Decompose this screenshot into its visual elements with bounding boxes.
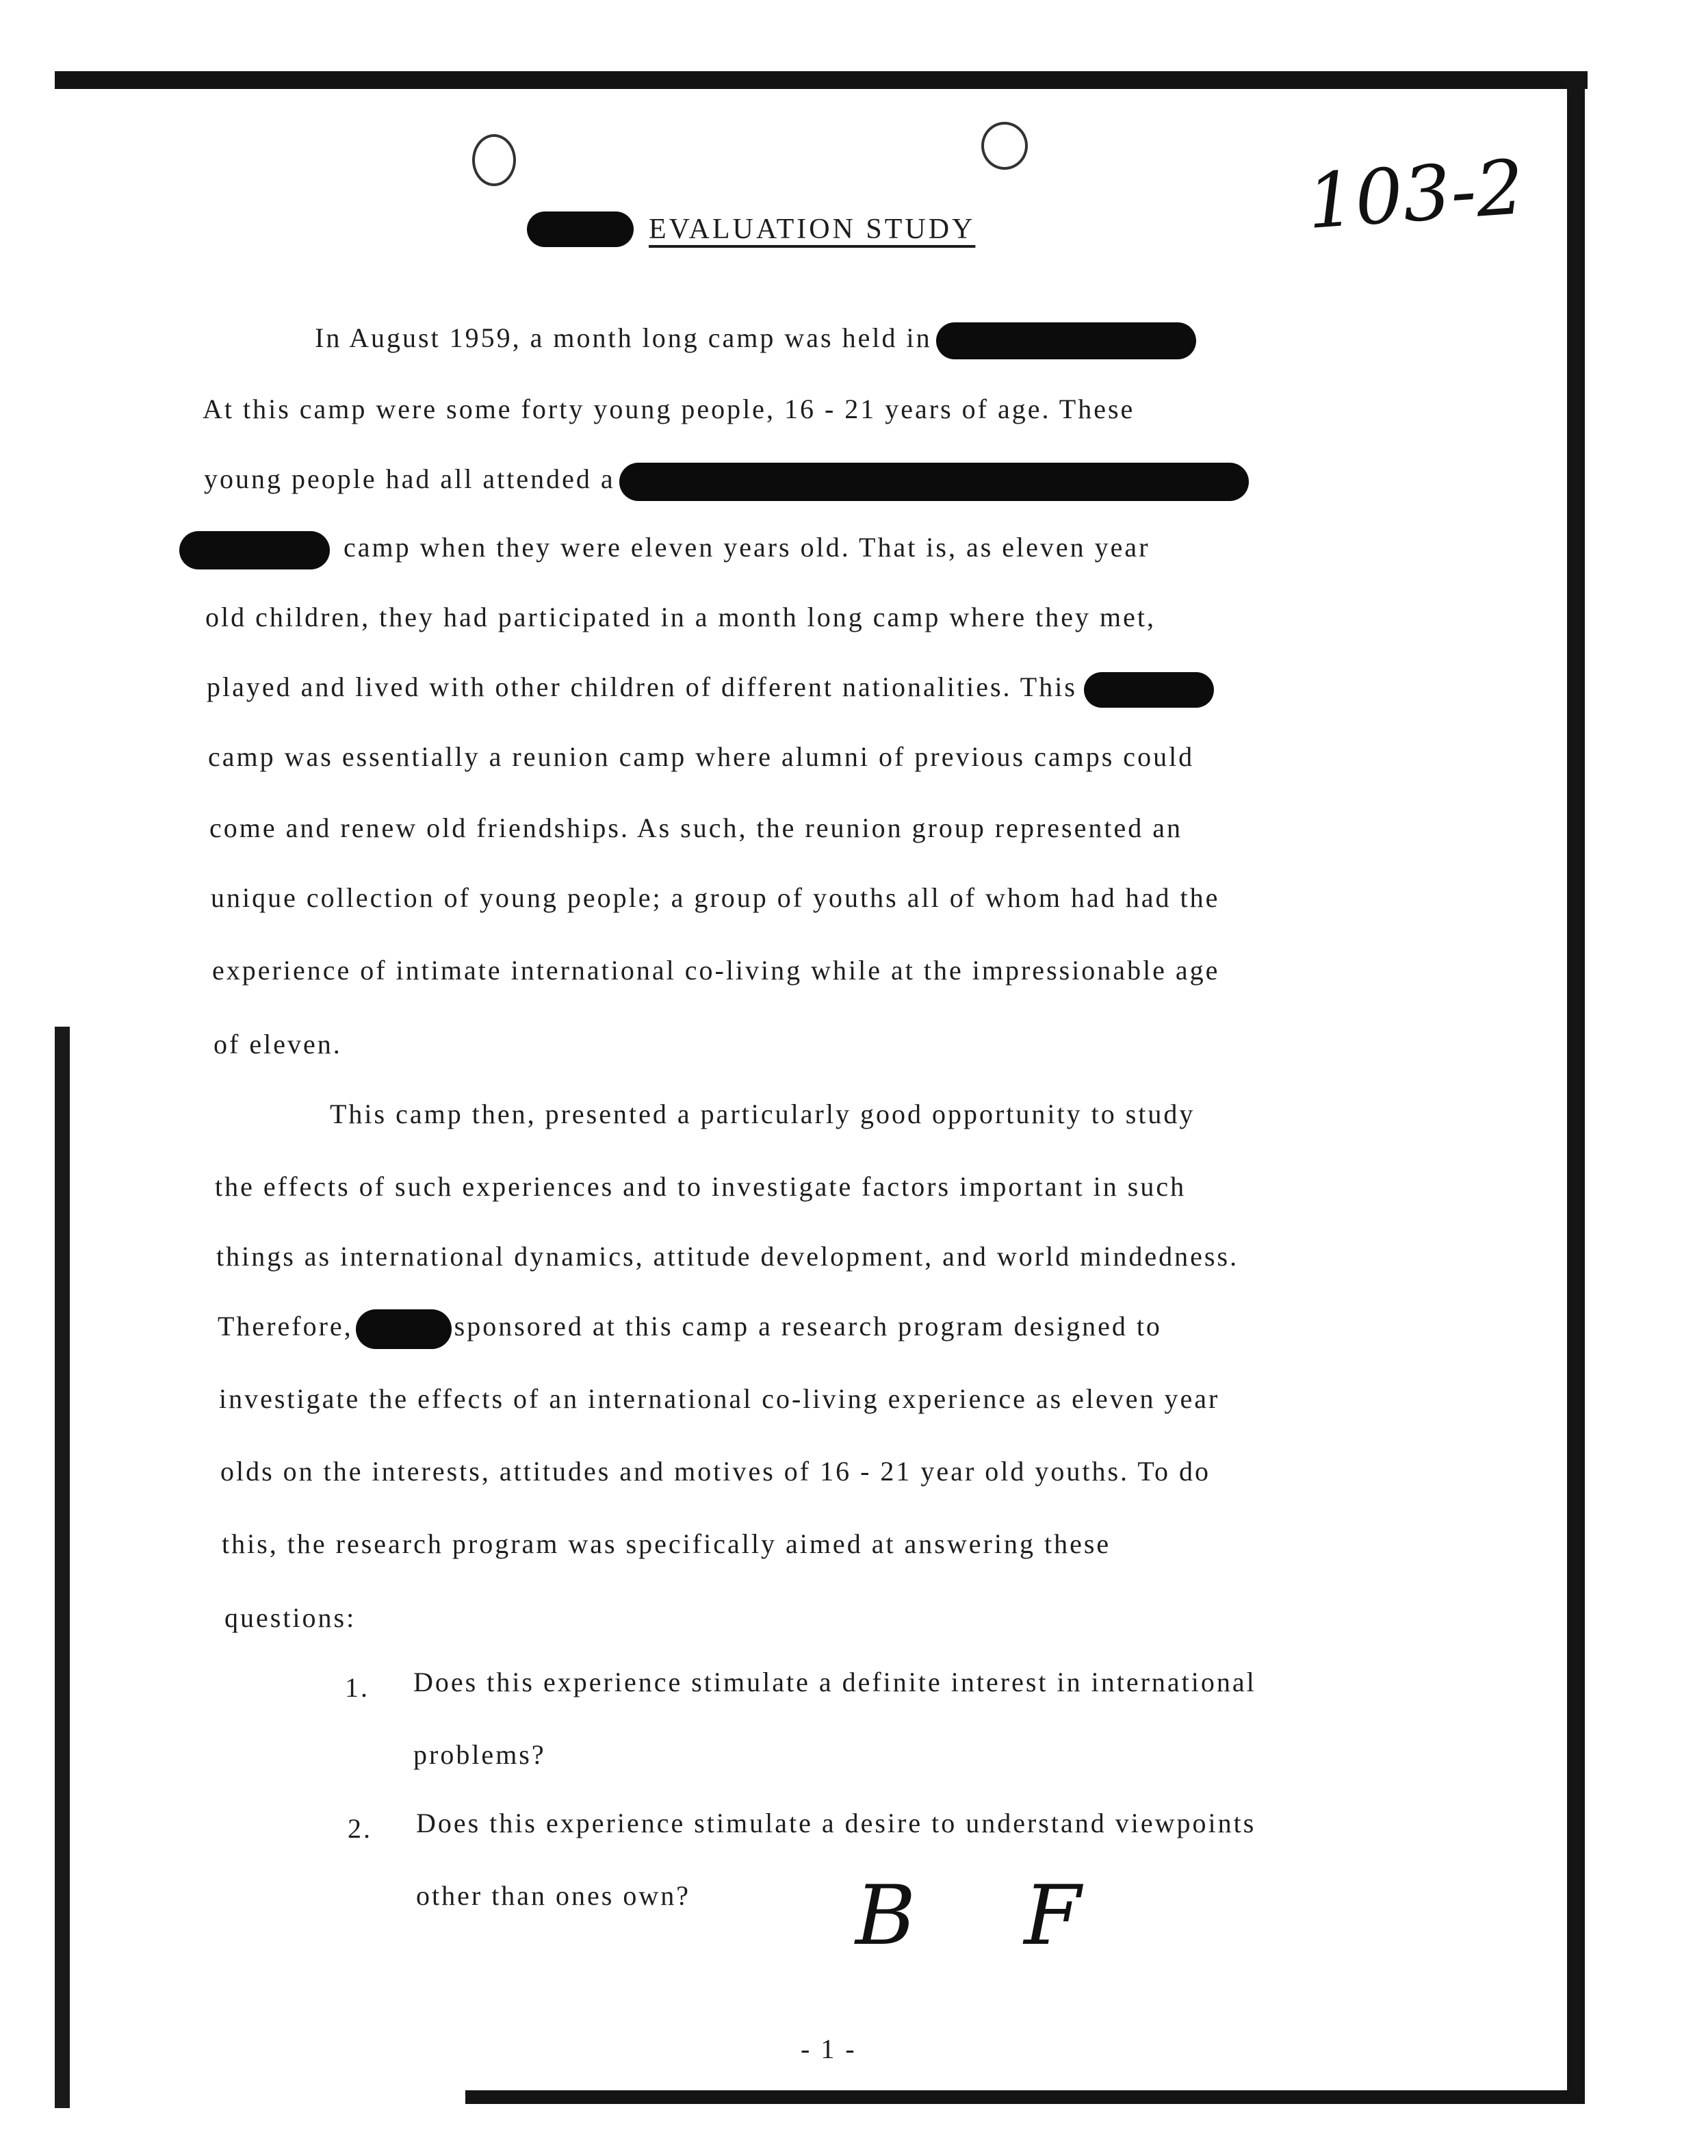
paragraph-2-line-8: questions: bbox=[224, 1602, 357, 1633]
question-2-line-2: other than ones own? bbox=[416, 1880, 691, 1911]
hole-punch-mark-right bbox=[981, 122, 1028, 170]
paragraph-2-line-1: This camp then, presented a particularly good opportunity to study bbox=[330, 1099, 1195, 1129]
question-1-number: 1. bbox=[345, 1672, 370, 1703]
paragraph-1-line-9: unique collection of young people; a group of youths all of whom had had the bbox=[211, 882, 1220, 913]
hole-punch-mark-left bbox=[472, 134, 516, 186]
redaction-mark bbox=[936, 322, 1196, 359]
question-2-line-1: Does this experience stimulate a desire to understand viewpoints bbox=[416, 1808, 1256, 1838]
paragraph-2-line-2: the effects of such experiences and to investigate factors important in such bbox=[215, 1171, 1187, 1202]
paragraph-2-line-7: this, the research program was specifically aimed at answering these bbox=[222, 1528, 1111, 1559]
paragraph-1-line-3: young people had all attended a bbox=[204, 460, 1249, 501]
paragraph-1-line-8: come and renew old friendships. As such, the reunion group represented an bbox=[209, 812, 1182, 843]
redaction-mark bbox=[179, 531, 330, 569]
redaction-mark bbox=[1084, 672, 1214, 708]
page-number: - 1 - bbox=[801, 2033, 857, 2064]
redaction-mark bbox=[619, 463, 1249, 501]
paragraph-1-line-11: of eleven. bbox=[214, 1029, 342, 1060]
paragraph-1-line-7: camp was essentially a reunion camp where alumni of previous camps could bbox=[208, 741, 1195, 772]
paragraph-1-line-1: In August 1959, a month long camp was held in bbox=[315, 319, 1196, 359]
handwritten-reference-number: 103-2 bbox=[1304, 143, 1527, 246]
paragraph-1-line-5: old children, they had participated in a month long camp where they met, bbox=[205, 602, 1156, 632]
paragraph-1-line-4: camp when they were eleven years old. That is, as eleven year bbox=[179, 528, 1150, 569]
handwritten-initials: B F bbox=[855, 1869, 1122, 1964]
question-1-line-1: Does this experience stimulate a definite interest in international bbox=[413, 1667, 1256, 1697]
paragraph-2-line-5: investigate the effects of an international co-living experience as eleven year bbox=[219, 1383, 1220, 1414]
document-title-row bbox=[527, 205, 975, 253]
scan-border-bottom bbox=[465, 2090, 1585, 2104]
redaction-mark bbox=[356, 1309, 452, 1349]
paragraph-1-line-10: experience of intimate international co-living while at the impressionable age bbox=[212, 955, 1220, 986]
paragraph-2-line-4: Therefore, sponsored at this camp a research program designed to bbox=[218, 1307, 1162, 1349]
paragraph-1-line-6: played and lived with other children of different nationalities. This bbox=[207, 668, 1214, 708]
document-title: EVALUATION STUDY bbox=[649, 214, 976, 245]
question-1-line-2: problems? bbox=[413, 1739, 546, 1770]
redaction-mark bbox=[527, 211, 634, 247]
scan-border-left bbox=[55, 1027, 70, 2108]
scan-border-right bbox=[1567, 71, 1585, 2104]
paragraph-2-line-6: olds on the interests, attitudes and motives of 16 - 21 year old youths. To do bbox=[220, 1456, 1211, 1487]
paragraph-2-line-3: things as international dynamics, attitude development, and world mindedness. bbox=[216, 1241, 1239, 1272]
scan-border-top bbox=[55, 71, 1588, 89]
paragraph-1-line-2: At this camp were some forty young people, 16 - 21 years of age. These bbox=[203, 394, 1135, 424]
question-2-number: 2. bbox=[348, 1813, 372, 1844]
